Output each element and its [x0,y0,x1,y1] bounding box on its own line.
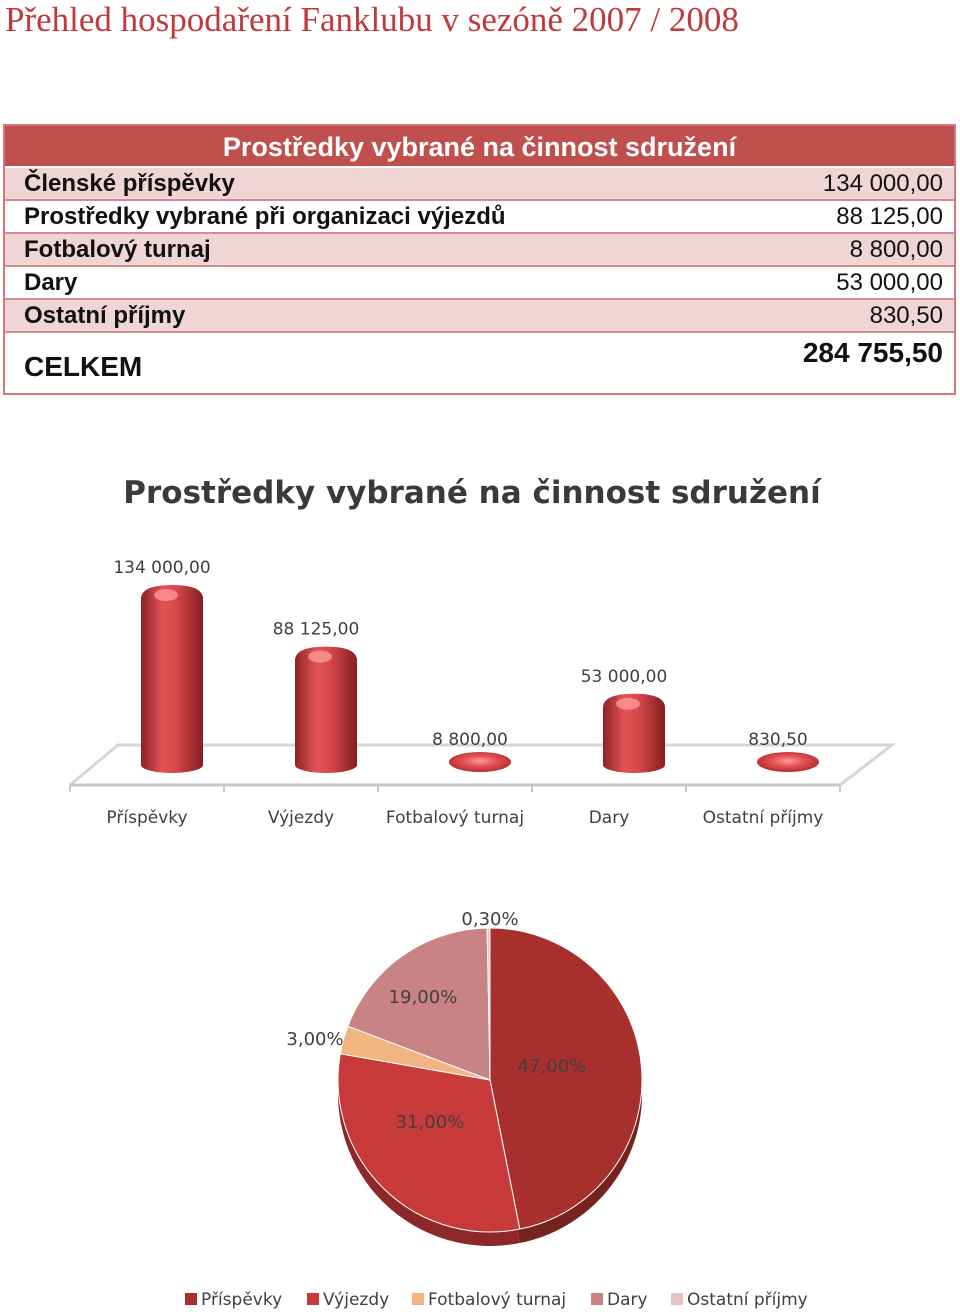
pie-value-label: 0,30% [461,909,519,930]
total-row [5,333,954,393]
legend-label: Ostatní příjmy [687,1290,808,1310]
row-label: Prostředky vybrané při organizaci výjezdů [24,202,506,230]
pie-value-label: 47,00% [517,1056,587,1077]
legend-item [591,1290,648,1310]
bar-4 [603,694,665,773]
total-label: CELKEM [24,351,143,382]
legend-label: Fotbalový turnaj [428,1290,567,1310]
category-label: Dary [588,808,630,828]
legend-swatch [185,1293,197,1305]
row-value: 53 000,00 [836,268,943,296]
bar-3 [449,752,511,772]
pie-chart [0,895,960,1312]
row-value: 830,50 [869,301,943,329]
legend-label: Dary [607,1290,648,1310]
bar-1 [141,585,203,773]
row-label: Členské příspěvky [24,169,235,197]
bar-2 [295,647,357,773]
table-row [5,234,954,267]
table-row [5,168,954,201]
legend-item [185,1290,282,1310]
pie-value-label: 3,00% [286,1029,344,1050]
category-label: Fotbalový turnaj [385,808,525,828]
bar-value-label: 53 000,00 [580,666,668,687]
legend-swatch [307,1293,319,1305]
total-value: 284 755,50 [802,337,943,368]
table-row [5,267,954,300]
row-value: 134 000,00 [822,169,943,197]
bar-chart [0,455,960,845]
bar-5 [757,752,819,772]
document-title: Přehled hospodaření Fanklubu v sezóně 2007 / 2008 [5,0,739,39]
category-label: Příspěvky [106,808,188,828]
legend-swatch [412,1293,424,1305]
pie-slice-1 [490,928,642,1229]
table-row [5,201,954,234]
pie-legend [185,1290,808,1310]
bar-value-label: 830,50 [748,730,808,750]
legend-item [412,1290,566,1310]
row-label: Fotbalový turnaj [24,235,211,263]
bar-value-label: 134 000,00 [113,558,211,578]
summary-table [3,124,956,395]
table-row [5,300,954,333]
row-value: 88 125,00 [836,202,943,230]
legend-label: Výjezdy [323,1290,390,1310]
legend-swatch [591,1293,603,1305]
pie-value-label: 31,00% [395,1112,465,1133]
category-label: Výjezdy [267,808,335,828]
row-value: 8 800,00 [849,235,943,263]
legend-item [671,1290,808,1310]
row-label: Ostatní příjmy [24,301,186,329]
legend-swatch [671,1293,683,1305]
legend-label: Příspěvky [201,1290,283,1310]
table-header: Prostředky vybrané na činnost sdružení [5,126,954,168]
pie-value-label: 19,00% [388,987,458,1008]
chart-title: Prostředky vybrané na činnost sdružení [123,475,821,511]
category-label: Ostatní příjmy [702,808,824,828]
row-label: Dary [24,268,78,296]
legend-item [307,1290,389,1310]
bar-value-label: 8 800,00 [432,730,508,750]
bar-value-label: 88 125,00 [272,619,360,640]
